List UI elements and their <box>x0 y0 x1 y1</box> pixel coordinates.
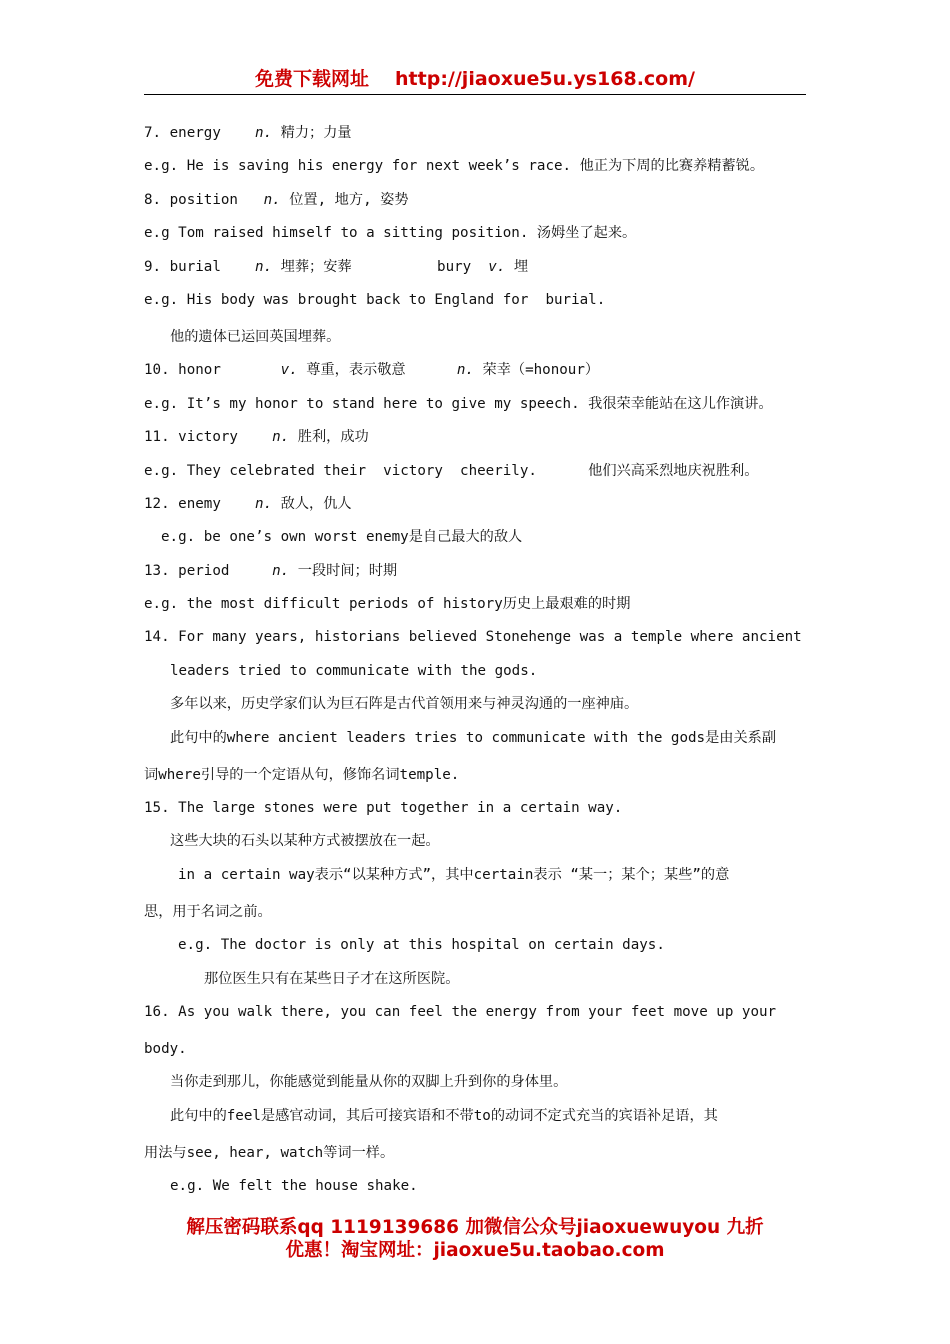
text-line <box>144 826 806 859</box>
footer-line-1: 解压密码联系qq 1119139686 加微信公众号jiaoxuewuyou 九折 <box>186 1217 764 1238</box>
header-label: 免费下载网址 <box>255 68 370 90</box>
line-text: 9. burial <box>144 258 256 275</box>
line-text: e.g. be one’s own worst enemy是自己最大的敌人 <box>161 529 523 546</box>
line-text: e.g. the most difficult periods of history历史上最艰难的时期 <box>144 596 631 613</box>
part-of-speech: n. <box>263 191 281 208</box>
text-line <box>144 355 806 388</box>
text-line <box>144 1101 806 1138</box>
text-line <box>144 389 806 422</box>
part-of-speech: n. <box>255 258 273 275</box>
part-of-speech: n. <box>272 562 290 579</box>
line-text: e.g. It’s my honor to stand here to give my speech. 我很荣幸能站在这儿作演讲。 <box>144 395 773 412</box>
line-text: 7. energy <box>144 125 256 141</box>
text-line <box>144 997 806 1034</box>
text-line <box>144 964 806 997</box>
line-text: 尊重，表示敬意 <box>297 362 457 379</box>
text-line <box>144 656 806 689</box>
text-line <box>144 322 806 355</box>
line-text: 他的遗体已运回英国埋葬。 <box>170 328 341 345</box>
text-line <box>144 185 806 218</box>
line-text: 14. For many years, historians believed Stonehenge was a temple where ancient <box>144 629 802 646</box>
line-text: leaders tried to communicate with the gods. <box>170 662 538 679</box>
text-line <box>144 218 806 251</box>
part-of-speech: v. <box>488 258 506 275</box>
text-line <box>144 1034 806 1067</box>
text-line <box>144 760 806 793</box>
document-body <box>144 118 806 1205</box>
line-text: 用法与see, hear, watch等词一样。 <box>144 1144 395 1161</box>
line-text: 埋 <box>505 258 529 275</box>
line-text: 胜利，成功 <box>289 429 369 446</box>
text-line <box>144 151 806 184</box>
text-line <box>144 522 806 555</box>
line-text: 思，用于名词之前。 <box>144 903 272 920</box>
text-line <box>144 930 806 963</box>
line-text: 13. period <box>144 562 273 579</box>
line-text: 此句中的where ancient leaders tries to communicate with the gods是由关系副 <box>170 729 777 746</box>
line-text: e.g. His body was brought back to England for burial. <box>144 291 606 308</box>
text-line <box>144 285 806 322</box>
line-text: 11. victory <box>144 429 273 446</box>
page-header <box>144 64 806 95</box>
line-text: 16. As you walk there, you can feel the energy from your feet move up your <box>144 1003 777 1020</box>
line-text: 12. enemy <box>144 495 256 512</box>
text-line <box>144 118 806 151</box>
line-text: in a certain way表示“以某种方式”，其中certain表示 “某一；某个；某些”的意 <box>178 866 730 883</box>
page-footer <box>0 1216 950 1262</box>
line-text: e.g. We felt the house shake. <box>170 1178 418 1195</box>
line-text: 多年以来，历史学家们认为巨石阵是古代首领用来与神灵沟通的一座神庙。 <box>170 696 639 713</box>
text-line <box>144 689 806 722</box>
line-text: 精力；力量 <box>272 125 352 141</box>
line-text: 那位医生只有在某些日子才在这所医院。 <box>204 970 460 987</box>
line-text: 当你走到那儿，你能感觉到能量从你的双脚上升到你的身体里。 <box>170 1074 568 1091</box>
text-line <box>144 723 806 760</box>
line-text: 位置, 地方, 姿势 <box>280 191 409 208</box>
line-text: e.g. The doctor is only at this hospital on certain days. <box>178 937 665 954</box>
text-line <box>144 589 806 622</box>
line-text: 词where引导的一个定语从句，修饰名词temple. <box>144 766 460 783</box>
text-line <box>144 489 806 522</box>
text-line <box>144 556 806 589</box>
line-text: 8. position <box>144 191 264 208</box>
text-line <box>144 897 806 930</box>
part-of-speech: v. <box>280 362 298 379</box>
text-line <box>144 1067 806 1100</box>
text-line <box>144 622 806 655</box>
part-of-speech: n. <box>255 125 273 141</box>
text-line <box>144 1138 806 1171</box>
line-text: e.g Tom raised himself to a sitting position. 汤姆坐了起来。 <box>144 225 637 242</box>
line-text: 荣幸（=honour） <box>473 362 600 379</box>
line-text: 10. honor <box>144 362 281 379</box>
line-text: 这些大块的石头以某种方式被摆放在一起。 <box>170 833 440 850</box>
text-line <box>144 422 806 455</box>
line-text: 15. The large stones were put together in a certain way. <box>144 800 623 817</box>
header-url-link[interactable]: http://jiaoxue5u.ys168.com/ <box>395 68 695 90</box>
part-of-speech: n. <box>255 495 273 512</box>
line-text: 此句中的feel是感官动词，其后可接宾语和不带to的动词不定式充当的宾语补足语，其 <box>170 1107 718 1124</box>
line-text: 一段时间；时期 <box>289 562 398 579</box>
line-text: 敌人，仇人 <box>272 495 352 512</box>
part-of-speech: n. <box>456 362 474 379</box>
line-text: 埋葬；安葬 bury <box>272 258 489 275</box>
line-text: body. <box>144 1040 187 1057</box>
text-line <box>144 860 806 897</box>
line-text: e.g. He is saving his energy for next week’s race. 他正为下周的比赛养精蓄锐。 <box>144 158 765 175</box>
text-line <box>144 1171 806 1204</box>
text-line <box>144 252 806 285</box>
line-text: e.g. They celebrated their victory cheerily. 他们兴高采烈地庆祝胜利。 <box>144 462 759 479</box>
footer-line-2: 优惠！淘宝网址：jiaoxue5u.taobao.com <box>285 1240 665 1261</box>
text-line <box>144 456 806 489</box>
part-of-speech: n. <box>272 429 290 446</box>
text-line <box>144 793 806 826</box>
